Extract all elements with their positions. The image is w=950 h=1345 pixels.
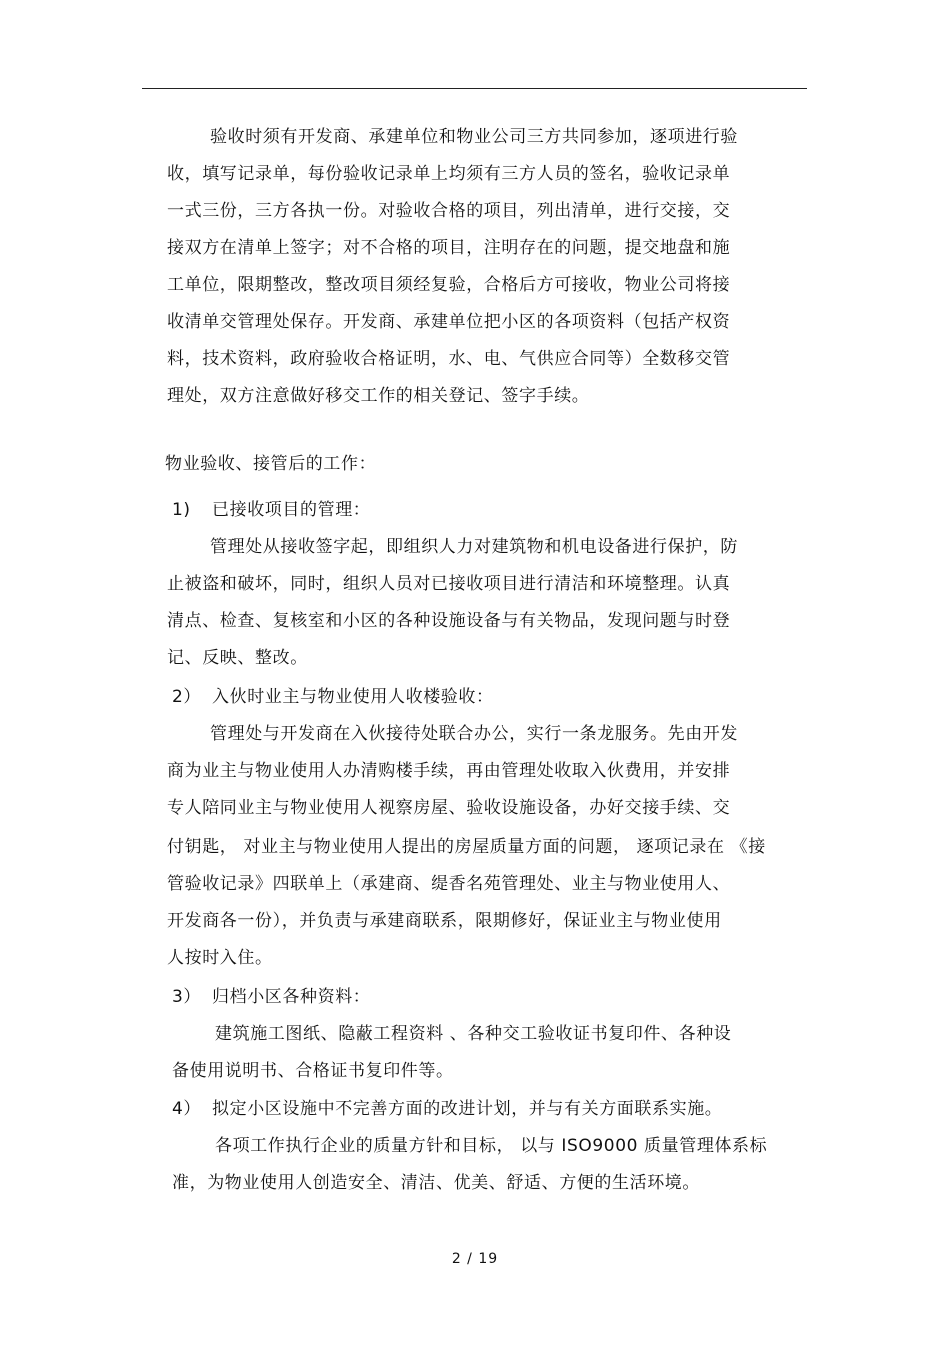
para1-line-3: 一式三份，三方各执一份。对验收合格的项目，列出清单，进行交接，交 [167,201,731,221]
section-heading: 物业验收、接管后的工作： [165,454,377,474]
para1-line-7: 料，技术资料，政府验收合格证明，水、电、气供应合同等）全数移交管 [167,349,731,369]
para1-line-4: 接双方在清单上签字；对不合格的项目，注明存在的问题，提交地盘和施 [167,238,731,258]
para1-line-5: 工单位，限期整改，整改项目须经复验，合格后方可接收，物业公司将接 [167,275,731,295]
item4-number: 4） [172,1099,202,1119]
item1-line-4: 记、反映、整改。 [167,648,308,668]
item4-line-2: 准，为物业使用人创造安全、清洁、优美、舒适、方便的生活环境。 [172,1173,700,1193]
header-rule [142,88,807,89]
item3-heading [172,986,370,1008]
item1-number: 1) [172,500,191,520]
item4-line-1: 各项工作执行企业的质量方针和目标， 以与 ISO9000 质量管理体系标 [215,1136,768,1156]
item3-line-2: 备使用说明书、合格证书复印件等。 [172,1061,454,1081]
item3-title: 归档小区各种资料： [212,987,371,1007]
item2-line-5: 管验收记录》四联单上（承建商、缇香名苑管理处、业主与物业使用人、 [167,874,731,894]
item1-line-1: 管理处从接收签字起，即组织人力对建筑物和机电设备进行保护，防 [210,537,738,557]
para1-line-6: 收清单交管理处保存。开发商、承建单位把小区的各项资料（包括产权资 [167,312,731,332]
para1-line-2: 收，填写记录单，每份验收记录单上均须有三方人员的签名，验收记录单 [167,164,731,184]
item3-number: 3） [172,987,202,1007]
item2-line-7: 人按时入住。 [167,948,273,968]
item2-title: 入伙时业主与物业使用人收楼验收： [212,687,494,707]
item2-line-6: 开发商各一份），并负责与承建商联系，限期修好，保证业主与物业使用 [167,911,722,931]
item2-line-4: 付钥匙， 对业主与物业使用人提出的房屋质量方面的问题， 逐项记录在 《接 [167,837,766,857]
item2-number: 2） [172,687,202,707]
para1-line-1: 验收时须有开发商、承建单位和物业公司三方共同参加，逐项进行验 [210,127,738,147]
item1-line-3: 清点、检查、复核室和小区的各种设施设备与有关物品，发现问题与时登 [167,611,731,631]
item2-line-1: 管理处与开发商在入伙接待处联合办公，实行一条龙服务。先由开发 [210,724,738,744]
item2-line-2: 商为业主与物业使用人办清购楼手续，再由管理处收取入伙费用，并安排 [167,761,731,781]
item4-title: 拟定小区设施中不完善方面的改进计划，并与有关方面联系实施。 [212,1099,723,1119]
item3-line-1: 建筑施工图纸、隐蔽工程资料 、各种交工验收证书复印件、各种设 [215,1024,732,1044]
item4-heading [172,1098,722,1120]
page-number: 2 / 19 [451,1251,499,1267]
item1-line-2: 止被盗和破坏，同时，组织人员对已接收项目进行清洁和环境整理。认真 [167,574,731,594]
para1-line-8: 理处，双方注意做好移交工作的相关登记、签字手续。 [167,386,590,406]
item1-heading [172,499,370,521]
item2-line-3: 专人陪同业主与物业使用人视察房屋、验收设施设备，办好交接手续、交 [167,798,731,818]
item1-title: 已接收项目的管理： [212,500,371,520]
item2-heading [172,686,494,708]
